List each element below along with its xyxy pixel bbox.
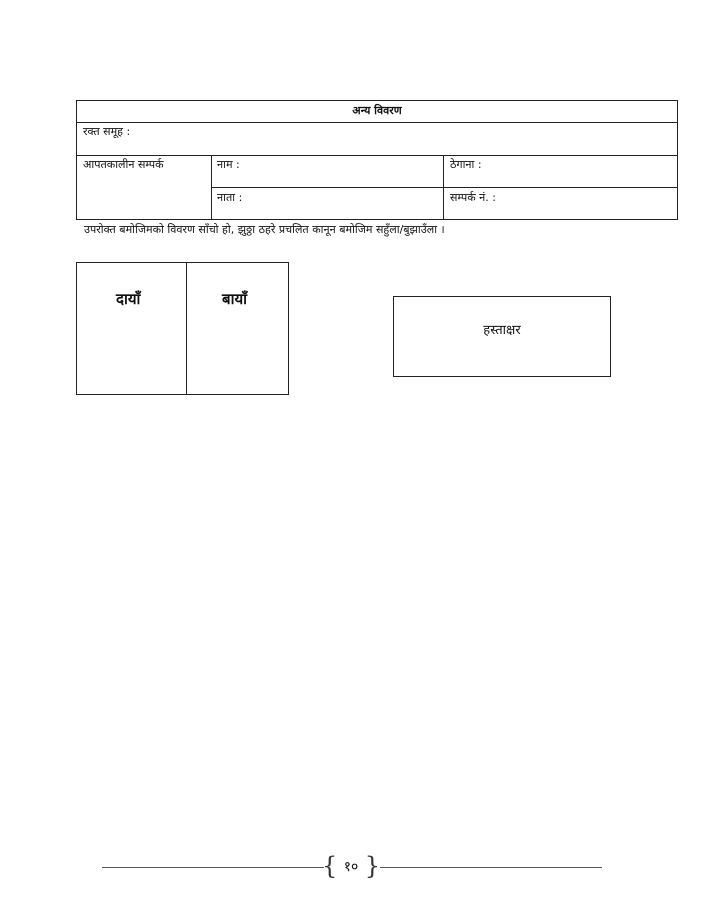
other-details-table [76,100,678,220]
right-thumb-label: दायाँ [116,290,141,308]
footer-rule-right [380,867,602,868]
signature-box [393,296,611,377]
signature-label: हस्ताक्षर [483,323,521,338]
contact-number-label: सम्पर्क नं. : [450,191,496,204]
blood-group-label: रक्त समूह : [83,125,131,138]
declaration-text: उपरोक्त बमोजिमको विवरण साँचो हो, झुठ्ठा ठहरे प्रचलित कानून बमोजिम सहुँला/बुझाउँला । [84,223,445,236]
row-divider [211,187,677,188]
blood-group-row [77,122,677,156]
left-thumb-label: बायाँ [222,290,248,308]
emergency-contact-label: आपतकालीन सम्पर्क [83,158,164,171]
right-brace-icon: } [364,852,380,880]
name-label: नाम : [217,158,240,171]
relation-label: नाता : [217,191,243,204]
table-title: अन्य विवरण [77,101,677,123]
left-brace-icon: { [322,852,338,880]
fingerprint-box [76,262,289,395]
fingerprint-divider [186,263,187,394]
footer-rule-left [102,867,324,868]
address-label: ठेगाना : [450,158,482,171]
page-number-badge [322,852,380,882]
page-number: १० [343,859,359,875]
